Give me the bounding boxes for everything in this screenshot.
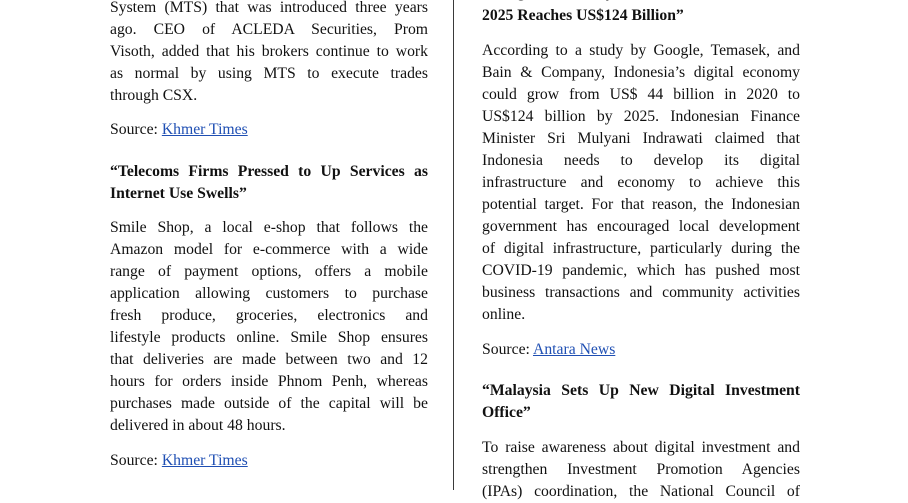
article-body-line: Minister Sri Mulyani Indrawati claimed that (482, 130, 800, 147)
article-body-line: delivered in about 48 hours. (110, 417, 286, 434)
article-title: Internet Use Swells” (110, 185, 247, 202)
article-body-line: US$124 billion by 2025. Indonesian Finance (482, 108, 800, 125)
source-line (110, 119, 248, 141)
article-title: 2025 Reaches US$124 Billion” (482, 7, 684, 24)
article-body-line: COVID-19 pandemic, which has pushed most (482, 262, 800, 279)
article-title: “Telecoms Firms Pressed to Up Services as (110, 163, 428, 180)
article-body-line: of digital infrastructure, particularly during the (482, 240, 800, 257)
article-body-line: potential target. For that reason, the Indonesian (482, 196, 800, 213)
source-label: Source: (482, 341, 530, 358)
source-line (110, 450, 248, 472)
article-body-line: Smile Shop, a local e-shop that follows the (110, 219, 428, 236)
article-body-line: strengthen Investment Promotion Agencies (482, 461, 800, 478)
article-body-line: Bain & Company, Indonesia’s digital economy (482, 64, 800, 81)
article-title: “Malaysia Sets Up New Digital Investment (482, 382, 800, 399)
article-body-line: business transactions and community activities (482, 284, 800, 301)
article-body-line: that deliveries are made between two and 12 (110, 351, 428, 368)
intro-line: through CSX. (110, 87, 198, 104)
article-title-partial (482, 0, 633, 4)
article-body-line: To raise awareness about digital investment and (482, 439, 800, 456)
intro-line: Visoth, added that his brokers continue to work (110, 43, 428, 60)
intro-line: ago. CEO of ACLEDA Securities, Prom (110, 21, 428, 38)
source-label: Source: (110, 121, 158, 138)
article-body-line: (IPAs) coordination, the National Council of (482, 483, 800, 500)
article-body-line: hours for orders inside Phnom Penh, whereas (110, 373, 428, 390)
article-body-line: infrastructure and economy to achieve this (482, 174, 800, 191)
source-line (482, 339, 615, 361)
article-body-line: government has encouraged local development (482, 218, 800, 235)
article-body-line: purchases made outside of the capital will be (110, 395, 428, 412)
article-body-line: range of payment options, offers a mobile (110, 263, 428, 280)
column-divider (453, 0, 454, 490)
article-body-line: Amazon model for e-commerce with a wide (110, 241, 428, 258)
intro-line: System (MTS) that was introduced three years (110, 0, 428, 16)
source-link-khmer-times[interactable]: Khmer Times (161, 452, 248, 469)
article-body-line: application allowing customers to purchase (110, 285, 428, 302)
article-body-line: online. (482, 306, 526, 323)
source-link-khmer-times[interactable]: Khmer Times (161, 121, 248, 138)
article-body-line: Indonesia needs to develop its digital (482, 152, 800, 169)
intro-line: as normal by using MTS to execute trades (110, 65, 428, 82)
article-body-line: could grow from US$ 44 billion in 2020 to (482, 86, 800, 103)
article-title: Office” (482, 404, 531, 421)
article-body-line: lifestyle products online. Smile Shop ensures (110, 329, 428, 346)
source-label: Source: (110, 452, 158, 469)
source-link-antara-news[interactable]: Antara News (532, 341, 616, 358)
article-body-line: fresh produce, groceries, electronics and (110, 307, 428, 324)
article-body-line: According to a study by Google, Temasek, and (482, 42, 800, 59)
